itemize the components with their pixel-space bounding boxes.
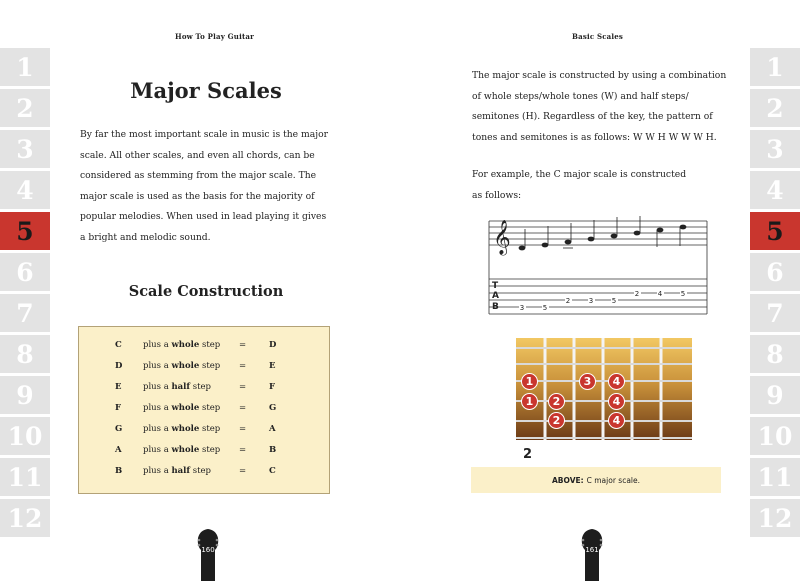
section-subtitle: Scale Construction [128,283,284,300]
finger-dot: 2 [548,393,565,410]
chapter-tab-6[interactable]: 6 [750,253,800,291]
note-cell: E [115,382,122,392]
chapter-tab-10[interactable]: 10 [0,417,50,455]
result-cell: E [269,361,276,371]
tab-number: 5 [542,304,548,312]
tab-number: 3 [588,297,594,305]
chapter-tab-11[interactable]: 11 [750,458,800,496]
tab-number: 3 [519,304,525,312]
tab-number: 4 [657,290,663,298]
chapter-tab-8[interactable]: 8 [750,335,800,373]
finger-dot: 2 [548,412,565,429]
note-cell: D [115,361,123,371]
chapter-tab-7[interactable]: 7 [750,294,800,332]
step-cell: plus a whole step [143,403,221,413]
intro-paragraph [80,125,335,248]
tab-letters [492,281,499,312]
result-cell: C [269,466,276,476]
result-cell: D [269,340,277,350]
page-number-headstock-right [579,528,605,581]
equals-cell: = [239,445,247,455]
chapter-tab-1[interactable]: 1 [0,48,50,86]
step-cell: plus a whole step [143,445,221,455]
tab-number: 2 [565,297,571,305]
chapter-tab-4[interactable]: 4 [750,171,800,209]
paragraph-line: semitones (H). Regardless of the key, the pattern of [472,111,713,122]
right-chapter-tabs [750,48,800,540]
treble-clef-icon: 𝄞 [493,220,511,255]
step-cell: plus a whole step [143,361,221,371]
paragraph-line: as follows: [472,189,522,201]
chapter-tab-12[interactable]: 12 [750,499,800,537]
chapter-tab-12[interactable]: 12 [0,499,50,537]
left-running-head: How To Play Guitar [175,32,255,41]
chapter-tab-3[interactable]: 3 [750,130,800,168]
chapter-tab-10[interactable]: 10 [750,417,800,455]
finger-dot: 1 [521,393,538,410]
chapter-tab-2[interactable]: 2 [750,89,800,127]
result-cell: G [269,403,277,413]
page-number-right: 161 [585,546,599,554]
finger-dot: 1 [521,373,538,390]
step-cell: plus a whole step [143,340,221,350]
fretboard-diagram [516,338,692,440]
notation-and-tab [487,215,709,315]
note-cell: B [115,466,123,476]
note-cell: C [115,340,122,350]
page-number-left: 160 [201,546,215,554]
tab-number: 2 [634,290,640,298]
tab-letter: B [492,302,499,312]
table-row [79,337,329,358]
chapter-tab-1[interactable]: 1 [750,48,800,86]
chapter-tab-9[interactable]: 9 [0,376,50,414]
example-paragraph [472,165,727,206]
table-row [79,421,329,442]
figure-caption [471,467,721,493]
fret-position-label: 2 [523,447,533,462]
finger-dot: 4 [608,393,625,410]
intro-line: considered as stemming from the major scale. The [80,170,317,181]
equals-cell: = [239,361,247,371]
equals-cell: = [239,382,247,392]
intro-line: popular melodies. When used in lead playing it gives [80,211,327,222]
tab-letter: A [492,291,499,301]
chapter-tab-11[interactable]: 11 [0,458,50,496]
paragraph-line: The major scale is constructed by using a combination [472,70,727,81]
note-cell: F [115,403,122,413]
equals-cell: = [239,424,247,434]
tab-letter: T [492,281,499,291]
step-cell: plus a half step [143,466,211,476]
result-cell: B [269,445,277,455]
chapter-tab-4[interactable]: 4 [0,171,50,209]
chapter-tab-8[interactable]: 8 [0,335,50,373]
tab-number: 5 [611,297,617,305]
intro-line: a bright and melodic sound. [80,231,211,243]
intro-line: major scale is used as the basis for the majority of [80,190,315,202]
chapter-tab-9[interactable]: 9 [750,376,800,414]
chapter-tab-3[interactable]: 3 [0,130,50,168]
result-cell: F [269,382,276,392]
page-title: Major Scales [130,78,282,103]
note-cell: G [115,424,123,434]
intro-line: By far the most important scale in music is the major [80,129,329,140]
chapter-tab-7[interactable]: 7 [0,294,50,332]
left-chapter-tabs [0,48,50,540]
tab-number: 5 [680,290,686,298]
table-row [79,358,329,379]
caption-text: C major scale. [586,475,640,485]
table-row [79,400,329,421]
chapter-tab-6[interactable]: 6 [0,253,50,291]
paragraph-line: of whole steps/whole tones (W) and half steps/ [472,90,689,102]
paragraph-line: tones and semitones is as follows: W W H W W W H. [472,131,717,143]
note-cell: A [115,445,122,455]
caption-label: ABOVE: [552,475,584,485]
chapter-tab-2[interactable]: 2 [0,89,50,127]
page-number-headstock-left [195,528,221,581]
table-row [79,379,329,400]
finger-dot: 3 [579,373,596,390]
step-cell: plus a whole step [143,424,221,434]
right-running-head: Basic Scales [572,32,624,41]
finger-dot: 4 [608,412,625,429]
equals-cell: = [239,466,247,476]
scale-construction-table [78,326,330,494]
equals-cell: = [239,340,247,350]
step-cell: plus a half step [143,382,211,392]
construction-paragraph [472,66,727,148]
paragraph-line: For example, the C major scale is constructed [472,169,687,180]
result-cell: A [269,424,276,434]
table-row [79,442,329,463]
intro-line: scale. All other scales, and even all chords, can be [80,149,315,161]
chapter-tab-5-active[interactable]: 5 [0,212,50,250]
chapter-tab-5-active[interactable]: 5 [750,212,800,250]
finger-dot: 4 [608,373,625,390]
table-row [79,463,329,484]
equals-cell: = [239,403,247,413]
